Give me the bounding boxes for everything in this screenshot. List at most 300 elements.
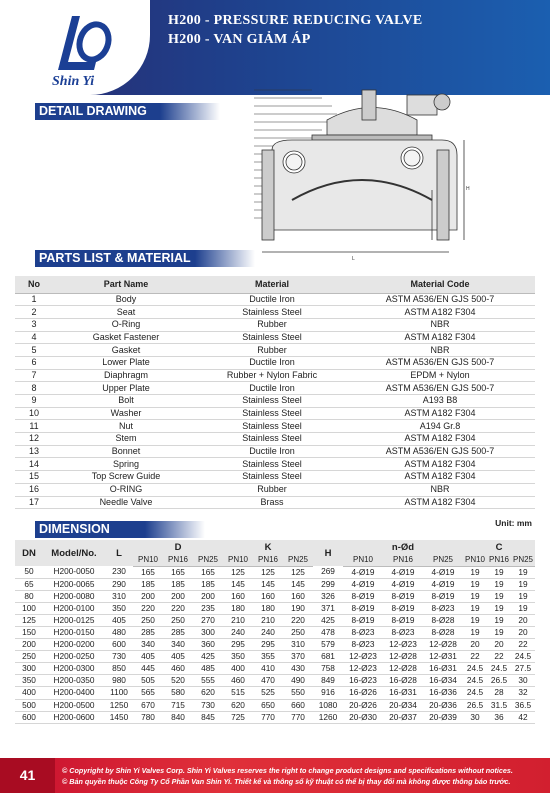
table-cell: 770 bbox=[253, 711, 283, 723]
table-cell: 36 bbox=[487, 711, 511, 723]
table-cell: Bonnet bbox=[53, 445, 199, 458]
table-cell: 1450 bbox=[105, 711, 133, 723]
table-cell: 235 bbox=[193, 602, 223, 614]
table-row bbox=[15, 626, 535, 638]
table-cell: 470 bbox=[253, 675, 283, 687]
table-cell: 20-Ø37 bbox=[383, 711, 423, 723]
table-row bbox=[15, 483, 535, 496]
table-cell: 460 bbox=[223, 675, 253, 687]
table-cell: H200-0500 bbox=[43, 699, 105, 711]
table-cell: 580 bbox=[163, 687, 193, 699]
table-cell: Needle Valve bbox=[53, 496, 199, 509]
table-cell: 180 bbox=[253, 602, 283, 614]
table-cell: 19 bbox=[487, 626, 511, 638]
table-row bbox=[15, 318, 535, 331]
table-cell: 250 bbox=[133, 614, 163, 626]
table-cell: 20 bbox=[487, 639, 511, 651]
dimension-header-row bbox=[15, 540, 535, 554]
table-cell: 1 bbox=[15, 293, 53, 306]
table-cell: Rubber bbox=[199, 483, 345, 496]
table-cell: 125 bbox=[253, 566, 283, 578]
table-cell: Ductile Iron bbox=[199, 293, 345, 306]
section-title: DETAIL DRAWING bbox=[39, 104, 147, 118]
table-cell: 20-Ø26 bbox=[343, 699, 383, 711]
table-cell: 360 bbox=[193, 639, 223, 651]
table-cell: 210 bbox=[223, 614, 253, 626]
table-cell: 26.5 bbox=[463, 699, 487, 711]
table-cell: 19 bbox=[463, 614, 487, 626]
table-row bbox=[15, 639, 535, 651]
pressure-class-header: PN25 bbox=[193, 554, 223, 566]
table-cell: 8-Ø28 bbox=[423, 614, 463, 626]
table-row bbox=[15, 699, 535, 711]
table-cell: H200-0250 bbox=[43, 651, 105, 663]
table-cell: 8-Ø23 bbox=[383, 626, 423, 638]
table-cell: 290 bbox=[105, 578, 133, 590]
pressure-class-header: PN10 bbox=[133, 554, 163, 566]
table-cell: 8-Ø19 bbox=[383, 614, 423, 626]
table-cell: 350 bbox=[223, 651, 253, 663]
table-cell: 30 bbox=[463, 711, 487, 723]
table-cell: 240 bbox=[253, 626, 283, 638]
table-cell: 19 bbox=[487, 614, 511, 626]
table-cell: 22 bbox=[487, 651, 511, 663]
table-cell: 650 bbox=[253, 699, 283, 711]
table-cell: Gasket bbox=[53, 344, 199, 357]
table-cell: 4-Ø19 bbox=[383, 566, 423, 578]
table-cell: 19 bbox=[511, 566, 535, 578]
table-cell: 350 bbox=[105, 602, 133, 614]
table-cell: 8 bbox=[15, 382, 53, 395]
col-c: C bbox=[463, 540, 535, 554]
table-row bbox=[15, 496, 535, 509]
table-cell: 269 bbox=[313, 566, 343, 578]
table-row bbox=[15, 407, 535, 420]
table-cell: ASTM A536/EN GJS 500-7 bbox=[345, 445, 535, 458]
table-cell: 19 bbox=[511, 578, 535, 590]
table-row bbox=[15, 395, 535, 408]
table-cell: 355 bbox=[253, 651, 283, 663]
table-cell: 160 bbox=[253, 590, 283, 602]
shin-yi-logo-icon bbox=[50, 10, 120, 80]
table-cell: 200 bbox=[193, 590, 223, 602]
table-cell: Stainless Steel bbox=[199, 420, 345, 433]
table-cell: 730 bbox=[105, 651, 133, 663]
table-cell: H200-0400 bbox=[43, 687, 105, 699]
table-cell: 16 bbox=[15, 483, 53, 496]
table-cell: H200-0050 bbox=[43, 566, 105, 578]
table-cell: H200-0200 bbox=[43, 639, 105, 651]
pressure-class-header: PN16 bbox=[163, 554, 193, 566]
table-row bbox=[15, 356, 535, 369]
pressure-class-header: PN10 bbox=[464, 555, 485, 565]
table-row bbox=[15, 331, 535, 344]
table-cell: 65 bbox=[15, 578, 43, 590]
table-cell: 425 bbox=[313, 614, 343, 626]
pressure-class-header: PN25 bbox=[512, 555, 533, 565]
table-cell: 370 bbox=[283, 651, 313, 663]
table-row bbox=[15, 433, 535, 446]
table-row bbox=[15, 458, 535, 471]
table-cell: 150 bbox=[15, 626, 43, 638]
table-row bbox=[15, 306, 535, 319]
table-cell: Gasket Fastener bbox=[53, 331, 199, 344]
table-cell: H200-0600 bbox=[43, 711, 105, 723]
table-cell: 19 bbox=[487, 578, 511, 590]
page-number: 41 bbox=[0, 758, 55, 793]
table-row bbox=[15, 445, 535, 458]
table-cell: 505 bbox=[133, 675, 163, 687]
table-cell: 19 bbox=[511, 590, 535, 602]
table-cell: 371 bbox=[313, 602, 343, 614]
table-cell: 50 bbox=[15, 566, 43, 578]
table-cell: 185 bbox=[163, 578, 193, 590]
table-cell: 4-Ø19 bbox=[383, 578, 423, 590]
page-title-vn: H200 - VAN GIẢM ÁP bbox=[168, 32, 311, 47]
table-cell: 165 bbox=[163, 566, 193, 578]
page-footer bbox=[0, 758, 550, 793]
table-cell: 19 bbox=[487, 590, 511, 602]
table-cell: 425 bbox=[193, 651, 223, 663]
table-cell: 12 bbox=[15, 433, 53, 446]
table-cell: ASTM A536/EN GJS 500-7 bbox=[345, 382, 535, 395]
table-cell: ASTM A182 F304 bbox=[345, 331, 535, 344]
col-no: No bbox=[15, 276, 53, 293]
table-cell: 8-Ø19 bbox=[343, 614, 383, 626]
section-parts-list bbox=[35, 250, 195, 267]
table-cell: Bolt bbox=[53, 395, 199, 408]
table-cell: 285 bbox=[163, 626, 193, 638]
table-cell: NBR bbox=[345, 318, 535, 331]
section-detail-drawing bbox=[35, 103, 160, 120]
table-cell: 4-Ø19 bbox=[343, 566, 383, 578]
table-cell: 26.5 bbox=[487, 675, 511, 687]
table-cell: Stainless Steel bbox=[199, 306, 345, 319]
col-h: H bbox=[313, 540, 343, 566]
table-cell: ASTM A536/EN GJS 500-7 bbox=[345, 293, 535, 306]
table-cell: 8-Ø19 bbox=[343, 590, 383, 602]
table-cell: 7 bbox=[15, 369, 53, 382]
table-cell: Stainless Steel bbox=[199, 395, 345, 408]
table-cell: EPDM + Nylon bbox=[345, 369, 535, 382]
table-row bbox=[15, 344, 535, 357]
table-cell: 310 bbox=[283, 639, 313, 651]
table-cell: 160 bbox=[223, 590, 253, 602]
valve-detail-drawing bbox=[232, 80, 472, 265]
table-cell: 600 bbox=[15, 711, 43, 723]
table-cell: 326 bbox=[313, 590, 343, 602]
table-row bbox=[15, 420, 535, 433]
table-cell: 190 bbox=[283, 602, 313, 614]
section-title: PARTS LIST & MATERIAL bbox=[39, 251, 191, 265]
col-n-od: n-Ød bbox=[343, 540, 463, 554]
table-cell: 555 bbox=[193, 675, 223, 687]
table-cell: 22 bbox=[463, 651, 487, 663]
table-cell: 185 bbox=[133, 578, 163, 590]
table-cell: 19 bbox=[463, 590, 487, 602]
table-cell: 849 bbox=[313, 675, 343, 687]
col-l: L bbox=[105, 540, 133, 566]
table-cell: 4-Ø19 bbox=[423, 578, 463, 590]
table-cell: 16-Ø28 bbox=[383, 675, 423, 687]
table-cell: 240 bbox=[223, 626, 253, 638]
table-cell: 125 bbox=[15, 614, 43, 626]
table-cell: 42 bbox=[511, 711, 535, 723]
table-cell: Seat bbox=[53, 306, 199, 319]
table-cell: 681 bbox=[313, 651, 343, 663]
table-cell: 8-Ø19 bbox=[343, 602, 383, 614]
table-cell: 20-Ø39 bbox=[423, 711, 463, 723]
table-cell: Spring bbox=[53, 458, 199, 471]
table-cell: H200-0100 bbox=[43, 602, 105, 614]
table-cell: 8-Ø23 bbox=[343, 626, 383, 638]
table-cell: 16-Ø34 bbox=[423, 675, 463, 687]
table-cell: 400 bbox=[15, 687, 43, 699]
table-cell: 410 bbox=[253, 663, 283, 675]
table-cell: 12-Ø23 bbox=[383, 639, 423, 651]
table-cell: 758 bbox=[313, 663, 343, 675]
section-title: DIMENSION bbox=[39, 522, 110, 536]
table-cell: 916 bbox=[313, 687, 343, 699]
pressure-class-header: PN16 bbox=[383, 554, 423, 566]
table-cell: H200-0065 bbox=[43, 578, 105, 590]
table-cell: 9 bbox=[15, 395, 53, 408]
table-cell: 145 bbox=[253, 578, 283, 590]
table-cell: Diaphragm bbox=[53, 369, 199, 382]
table-cell: 8-Ø23 bbox=[343, 639, 383, 651]
table-cell: ASTM A182 F304 bbox=[345, 306, 535, 319]
table-cell: Stainless Steel bbox=[199, 471, 345, 484]
table-cell: 285 bbox=[133, 626, 163, 638]
table-cell: 22 bbox=[511, 639, 535, 651]
table-cell: 16-Ø31 bbox=[383, 687, 423, 699]
table-cell: 4-Ø19 bbox=[423, 566, 463, 578]
table-cell: 840 bbox=[163, 711, 193, 723]
copyright-en: © Copyright by Shin Yi Valves Corp. Shin Yi Valves reserves the right to change product designs and specifications without notices. bbox=[62, 766, 513, 775]
table-cell: 5 bbox=[15, 344, 53, 357]
pressure-class-header: PN16 bbox=[253, 554, 283, 566]
table-cell: 200 bbox=[163, 590, 193, 602]
col-material: Material bbox=[199, 276, 345, 293]
table-cell: ASTM A182 F304 bbox=[345, 458, 535, 471]
table-cell: 405 bbox=[105, 614, 133, 626]
table-cell: 8-Ø19 bbox=[423, 590, 463, 602]
table-cell: 17 bbox=[15, 496, 53, 509]
table-cell: 1100 bbox=[105, 687, 133, 699]
table-cell: 100 bbox=[15, 602, 43, 614]
col-d: D bbox=[133, 540, 223, 554]
copyright-vn: © Bản quyền thuộc Công Ty Cổ Phần Van Shin Yi. Thiết kế và thông số kỹ thuật có thể bị thay đổi mà không được thông báo trước. bbox=[62, 777, 511, 786]
table-cell: 490 bbox=[283, 675, 313, 687]
table-cell: 24.5 bbox=[463, 687, 487, 699]
table-cell: 165 bbox=[193, 566, 223, 578]
table-cell: Stainless Steel bbox=[199, 407, 345, 420]
table-cell: ASTM A182 F304 bbox=[345, 433, 535, 446]
table-cell: NBR bbox=[345, 344, 535, 357]
col-part-name: Part Name bbox=[53, 276, 199, 293]
table-cell: ASTM A536/EN GJS 500-7 bbox=[345, 356, 535, 369]
table-cell: 145 bbox=[283, 578, 313, 590]
table-row bbox=[15, 614, 535, 626]
table-cell: 230 bbox=[105, 566, 133, 578]
table-cell: 28 bbox=[487, 687, 511, 699]
table-cell: 270 bbox=[193, 614, 223, 626]
parts-header-row bbox=[15, 276, 535, 293]
table-cell: H200-0125 bbox=[43, 614, 105, 626]
table-cell: 620 bbox=[223, 699, 253, 711]
table-row bbox=[15, 382, 535, 395]
table-cell: 670 bbox=[133, 699, 163, 711]
table-cell: Top Screw Guide bbox=[53, 471, 199, 484]
pressure-class-header: PN10 bbox=[343, 554, 383, 566]
table-cell: 8-Ø19 bbox=[383, 602, 423, 614]
table-cell: 715 bbox=[163, 699, 193, 711]
table-cell: 4-Ø19 bbox=[343, 578, 383, 590]
table-cell: 780 bbox=[133, 711, 163, 723]
table-row bbox=[15, 471, 535, 484]
dimension-table bbox=[15, 540, 535, 724]
col-dn: DN bbox=[15, 540, 43, 566]
table-cell: 6 bbox=[15, 356, 53, 369]
table-cell: Nut bbox=[53, 420, 199, 433]
table-cell: 430 bbox=[283, 663, 313, 675]
table-row bbox=[15, 711, 535, 723]
table-cell: 16-Ø36 bbox=[423, 687, 463, 699]
table-cell: Stainless Steel bbox=[199, 458, 345, 471]
svg-text:L: L bbox=[352, 256, 355, 262]
table-cell: 31.5 bbox=[487, 699, 511, 711]
table-cell: 11 bbox=[15, 420, 53, 433]
table-row bbox=[15, 590, 535, 602]
table-cell: Ductile Iron bbox=[199, 356, 345, 369]
table-cell: 515 bbox=[223, 687, 253, 699]
table-cell: 210 bbox=[253, 614, 283, 626]
table-cell: H200-0150 bbox=[43, 626, 105, 638]
table-row bbox=[15, 687, 535, 699]
table-cell: 12-Ø28 bbox=[383, 663, 423, 675]
table-row bbox=[15, 602, 535, 614]
table-cell: 10 bbox=[15, 407, 53, 420]
table-cell: 19 bbox=[463, 602, 487, 614]
table-cell: 520 bbox=[163, 675, 193, 687]
table-cell: 525 bbox=[253, 687, 283, 699]
table-cell: 220 bbox=[283, 614, 313, 626]
table-cell: 250 bbox=[163, 614, 193, 626]
table-cell: 405 bbox=[133, 651, 163, 663]
dimension-body bbox=[15, 566, 535, 723]
table-cell: 485 bbox=[193, 663, 223, 675]
table-cell: A193 B8 bbox=[345, 395, 535, 408]
table-cell: Rubber bbox=[199, 318, 345, 331]
table-cell: Washer bbox=[53, 407, 199, 420]
table-cell: H200-0350 bbox=[43, 675, 105, 687]
table-cell: Brass bbox=[199, 496, 345, 509]
table-cell: 165 bbox=[133, 566, 163, 578]
table-cell: 500 bbox=[15, 699, 43, 711]
table-cell: Rubber + Nylon Fabric bbox=[199, 369, 345, 382]
table-cell: Upper Plate bbox=[53, 382, 199, 395]
table-cell: 20 bbox=[511, 614, 535, 626]
table-cell: 300 bbox=[15, 663, 43, 675]
col-material-code: Material Code bbox=[345, 276, 535, 293]
table-cell: 12-Ø31 bbox=[423, 651, 463, 663]
table-cell: 19 bbox=[463, 626, 487, 638]
table-cell: ASTM A182 F304 bbox=[345, 407, 535, 420]
table-row bbox=[15, 578, 535, 590]
table-cell: 405 bbox=[163, 651, 193, 663]
table-cell: 145 bbox=[223, 578, 253, 590]
table-cell: 19 bbox=[463, 578, 487, 590]
table-cell: Rubber bbox=[199, 344, 345, 357]
table-cell: 12-Ø28 bbox=[383, 651, 423, 663]
table-cell: Stem bbox=[53, 433, 199, 446]
table-cell: 80 bbox=[15, 590, 43, 602]
table-cell: 125 bbox=[223, 566, 253, 578]
brand-name: Shin Yi bbox=[52, 74, 95, 89]
table-cell: 14 bbox=[15, 458, 53, 471]
table-cell: 36.5 bbox=[511, 699, 535, 711]
table-cell: Body bbox=[53, 293, 199, 306]
table-cell: 725 bbox=[223, 711, 253, 723]
table-cell: 32 bbox=[511, 687, 535, 699]
table-cell: 340 bbox=[163, 639, 193, 651]
table-cell: 460 bbox=[163, 663, 193, 675]
table-cell: 20 bbox=[511, 626, 535, 638]
table-cell: 445 bbox=[133, 663, 163, 675]
table-cell: 350 bbox=[15, 675, 43, 687]
table-row bbox=[15, 293, 535, 306]
table-cell: 180 bbox=[223, 602, 253, 614]
table-cell: 295 bbox=[253, 639, 283, 651]
table-cell: 20-Ø34 bbox=[383, 699, 423, 711]
table-cell: 4 bbox=[15, 331, 53, 344]
table-cell: 30 bbox=[511, 675, 535, 687]
table-cell: 295 bbox=[223, 639, 253, 651]
table-cell: 27.5 bbox=[511, 663, 535, 675]
table-cell: 8-Ø23 bbox=[423, 602, 463, 614]
table-row bbox=[15, 566, 535, 578]
table-cell: 8-Ø19 bbox=[383, 590, 423, 602]
pressure-class-header: PN10 bbox=[223, 554, 253, 566]
table-row bbox=[15, 663, 535, 675]
table-row bbox=[15, 675, 535, 687]
table-cell: H200-0300 bbox=[43, 663, 105, 675]
table-cell: O-RING bbox=[53, 483, 199, 496]
table-cell: 24.5 bbox=[487, 663, 511, 675]
table-cell: 850 bbox=[105, 663, 133, 675]
table-cell: NBR bbox=[345, 483, 535, 496]
table-cell: 310 bbox=[105, 590, 133, 602]
parts-body bbox=[15, 293, 535, 509]
table-cell: 1250 bbox=[105, 699, 133, 711]
table-cell: 660 bbox=[283, 699, 313, 711]
table-cell: Stainless Steel bbox=[199, 433, 345, 446]
svg-text:H: H bbox=[466, 186, 470, 192]
table-cell: 980 bbox=[105, 675, 133, 687]
table-cell: 200 bbox=[133, 590, 163, 602]
section-dimension bbox=[35, 521, 145, 538]
table-cell: 16-Ø23 bbox=[343, 675, 383, 687]
table-cell: 400 bbox=[223, 663, 253, 675]
table-cell: ASTM A182 F304 bbox=[345, 471, 535, 484]
table-cell: 600 bbox=[105, 639, 133, 651]
table-cell: 20 bbox=[463, 639, 487, 651]
table-cell: 845 bbox=[193, 711, 223, 723]
table-cell: 185 bbox=[193, 578, 223, 590]
table-cell: 13 bbox=[15, 445, 53, 458]
table-row bbox=[15, 651, 535, 663]
col-model: Model/No. bbox=[43, 540, 105, 566]
